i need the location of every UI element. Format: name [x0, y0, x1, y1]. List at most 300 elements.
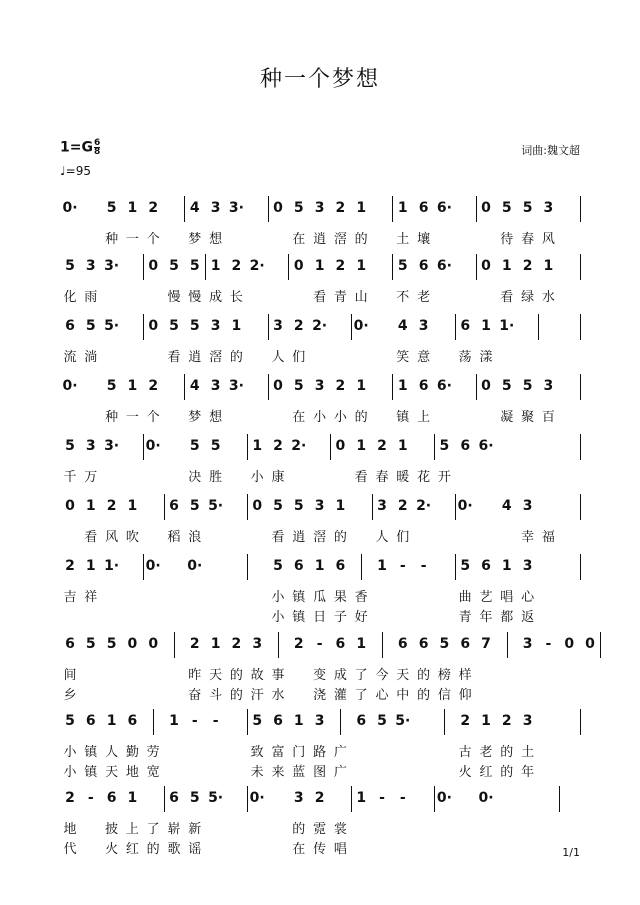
- bar-line: [434, 786, 435, 812]
- lyric-syllable: 富: [271, 745, 285, 760]
- note: -: [191, 713, 198, 729]
- bar-line: [580, 434, 581, 460]
- lyric-syllable: 今: [375, 668, 389, 683]
- lyric-syllable: 土: [521, 745, 535, 760]
- lyric-syllable: 好: [354, 610, 368, 625]
- note: 5·: [208, 790, 224, 806]
- bar-line: [247, 786, 248, 812]
- bar-line: [330, 434, 331, 460]
- note: 1: [85, 498, 96, 514]
- note: 1: [356, 636, 367, 652]
- lyric-syllable: 曲: [458, 590, 472, 605]
- lyric-syllable: 风: [541, 232, 555, 247]
- page-number: 1/1: [562, 846, 580, 859]
- lyric-syllable: 吹: [125, 530, 139, 545]
- note: -: [87, 790, 94, 806]
- lyric-syllable: 一: [125, 232, 139, 247]
- lyric-syllable: 了: [354, 688, 368, 703]
- lyric-syllable: 谣: [188, 842, 202, 857]
- note: 3: [85, 438, 96, 454]
- note: 6: [65, 636, 75, 652]
- bar-line: [153, 709, 154, 735]
- note: 1: [85, 558, 96, 574]
- lyric-syllable: 们: [396, 530, 410, 545]
- note: 1·: [499, 318, 515, 334]
- bar-line: [392, 254, 393, 280]
- lyric-syllable: 的: [292, 822, 306, 837]
- lyric-syllable: 在: [292, 410, 306, 425]
- lyric-syllable: 歌: [167, 842, 181, 857]
- lyric-syllable: 汗: [250, 688, 264, 703]
- note: 0: [564, 636, 575, 652]
- note: 3: [314, 378, 325, 394]
- lyric-syllable: 了: [354, 668, 368, 683]
- note: 1: [252, 438, 263, 454]
- note: -: [399, 558, 406, 574]
- lyric-syllable: 中: [396, 688, 410, 703]
- lyric-syllable: 滘: [209, 350, 223, 365]
- composer-credit: 词曲:魏文超: [521, 144, 580, 157]
- note: 5: [522, 378, 533, 394]
- note: 1: [335, 498, 346, 514]
- note: 1: [501, 258, 512, 274]
- lyric-syllable: 上: [417, 410, 431, 425]
- note: 6: [335, 636, 346, 652]
- bar-line: [268, 374, 269, 400]
- bar-line: [247, 709, 248, 735]
- lyric-syllable: 老: [479, 745, 493, 760]
- lyric-syllable: 决: [188, 470, 202, 485]
- lyric-syllable: 子: [333, 610, 347, 625]
- lyric-syllable: 风: [105, 530, 119, 545]
- note: 1: [543, 258, 554, 274]
- lyric-syllable: 滘: [333, 232, 347, 247]
- lyric-syllable: 了: [146, 822, 160, 837]
- note: 1: [231, 318, 242, 334]
- lyric-syllable: 在: [292, 232, 306, 247]
- lyric-syllable: 广: [333, 765, 347, 780]
- lyric-syllable: 古: [458, 745, 472, 760]
- bar-line: [444, 709, 445, 735]
- note: 5: [439, 636, 450, 652]
- lyric-syllable: 千: [63, 470, 77, 485]
- lyric-syllable: 的: [229, 350, 243, 365]
- note: 2: [65, 558, 75, 574]
- note: 5·: [104, 318, 120, 334]
- note: 3: [522, 713, 533, 729]
- note: 5: [189, 790, 200, 806]
- note: 6: [418, 636, 429, 652]
- bar-line: [288, 254, 289, 280]
- bar-line: [559, 786, 560, 812]
- lyric-syllable: 慢: [167, 290, 181, 305]
- lyric-syllable: 唱: [333, 842, 347, 857]
- note: 1: [169, 713, 179, 729]
- note: 3: [293, 790, 304, 806]
- lyric-syllable: 心: [375, 688, 389, 703]
- lyric-syllable: 稻: [167, 530, 181, 545]
- note: 5: [85, 636, 96, 652]
- note: 0: [293, 258, 304, 274]
- note: 0: [335, 438, 346, 454]
- lyric-syllable: 凝: [500, 410, 514, 425]
- lyric-syllable: 红: [125, 842, 139, 857]
- note: 0·: [62, 200, 78, 216]
- lyric-syllable: 暖: [396, 470, 410, 485]
- note: 6: [85, 713, 96, 729]
- lyric-syllable: 的: [229, 668, 243, 683]
- lyric-syllable: 开: [437, 470, 451, 485]
- lyric-syllable: 看: [354, 470, 368, 485]
- lyric-syllable: 个: [146, 232, 160, 247]
- lyric-syllable: 致: [250, 745, 264, 760]
- note: -: [316, 636, 323, 652]
- note: 5: [85, 318, 96, 334]
- lyric-syllable: 淌: [84, 350, 98, 365]
- staff-system: [60, 790, 580, 880]
- time-bottom: 8: [93, 147, 101, 157]
- note: 6·: [478, 438, 494, 454]
- lyric-syllable: 天: [105, 765, 119, 780]
- note: 4: [189, 200, 200, 216]
- lyric-syllable: 胜: [209, 470, 223, 485]
- lyric-syllable: 门: [292, 745, 306, 760]
- bar-line: [580, 196, 581, 222]
- note: 3: [252, 636, 263, 652]
- lyric-syllable: 壤: [417, 232, 431, 247]
- note: 2·: [249, 258, 265, 274]
- note: 3: [314, 498, 325, 514]
- note: 3·: [104, 438, 120, 454]
- note: 1: [377, 558, 387, 574]
- lyric-syllable: 小: [63, 765, 77, 780]
- lyric-syllable: 青: [333, 290, 347, 305]
- lyric-syllable: 路: [313, 745, 327, 760]
- note: 3: [418, 318, 429, 334]
- note: 2: [293, 318, 304, 334]
- note: 1: [127, 498, 138, 514]
- note: 1: [356, 790, 367, 806]
- bar-line: [143, 314, 144, 340]
- lyric-syllable: 斗: [209, 688, 223, 703]
- note: 2: [335, 258, 346, 274]
- bar-line: [580, 494, 581, 520]
- note: 6: [169, 498, 179, 514]
- lyric-syllable: 的: [500, 765, 514, 780]
- bar-line: [361, 554, 362, 580]
- note: 0·: [436, 790, 452, 806]
- note: 2: [335, 200, 346, 216]
- note: 0·: [478, 790, 494, 806]
- note: 0: [481, 258, 491, 274]
- lyric-syllable: 们: [292, 350, 306, 365]
- note: 3: [377, 498, 387, 514]
- lyric-syllable: 聚: [521, 410, 535, 425]
- note: 5: [460, 558, 471, 574]
- lyric-syllable: 的: [146, 842, 160, 857]
- bar-line: [351, 786, 352, 812]
- note: 5: [189, 438, 200, 454]
- lyric-syllable: 火: [105, 842, 119, 857]
- lyric-syllable: 日: [313, 610, 327, 625]
- lyric-syllable: 春: [521, 232, 535, 247]
- bar-line: [476, 374, 477, 400]
- lyric-syllable: 慢: [188, 290, 202, 305]
- lyric-syllable: 的: [417, 688, 431, 703]
- note: 6: [273, 713, 283, 729]
- key-label: 1=G: [60, 139, 93, 156]
- note: 6: [481, 558, 491, 574]
- note: 6: [418, 378, 429, 394]
- bar-line: [455, 494, 456, 520]
- lyric-syllable: 康: [271, 470, 285, 485]
- note: 3: [522, 636, 533, 652]
- lyric-syllable: 果: [333, 590, 347, 605]
- bar-line: [580, 709, 581, 735]
- bar-line: [382, 632, 383, 658]
- bar-line: [184, 196, 185, 222]
- note: 2: [522, 258, 533, 274]
- note: 5: [189, 498, 200, 514]
- note: 6·: [436, 200, 452, 216]
- lyric-syllable: 种: [105, 410, 119, 425]
- lyric-syllable: 漾: [479, 350, 493, 365]
- lyric-syllable: 万: [84, 470, 98, 485]
- bar-line: [247, 554, 248, 580]
- lyric-syllable: 个: [146, 410, 160, 425]
- note: 0: [252, 498, 263, 514]
- lyric-syllable: 看: [167, 350, 181, 365]
- bar-line: [580, 554, 581, 580]
- lyric-syllable: 镇: [292, 590, 306, 605]
- lyric-syllable: 化: [63, 290, 77, 305]
- note: 7: [481, 636, 491, 652]
- note: 6: [293, 558, 304, 574]
- note: 5: [189, 318, 200, 334]
- note: 6: [397, 636, 408, 652]
- lyric-syllable: 荡: [458, 350, 472, 365]
- lyric-syllable: 勤: [125, 745, 139, 760]
- lyric-syllable: 雨: [84, 290, 98, 305]
- lyric-syllable: 镇: [84, 745, 98, 760]
- lyric-syllable: 一: [125, 410, 139, 425]
- bar-line: [247, 494, 248, 520]
- lyric-syllable: 梦: [188, 410, 202, 425]
- lyric-syllable: 祥: [84, 590, 98, 605]
- lyric-syllable: 流: [63, 350, 77, 365]
- bar-line: [143, 554, 144, 580]
- note: 0·: [62, 378, 78, 394]
- lyric-syllable: 的: [354, 232, 368, 247]
- lyric-syllable: 瓜: [313, 590, 327, 605]
- note: 3·: [104, 258, 120, 274]
- note: 3·: [228, 378, 244, 394]
- note: 0: [148, 636, 159, 652]
- note: 4: [501, 498, 512, 514]
- note: 5·: [208, 498, 224, 514]
- lyric-syllable: 年: [479, 610, 493, 625]
- lyric-syllable: 披: [105, 822, 119, 837]
- note: 2: [460, 713, 471, 729]
- lyric-syllable: 吉: [63, 590, 77, 605]
- note: 5: [106, 636, 117, 652]
- note: 0·: [145, 558, 161, 574]
- note: 5: [293, 200, 304, 216]
- note: 3: [210, 200, 221, 216]
- note: 1: [356, 200, 367, 216]
- note: 1: [127, 378, 138, 394]
- note: 5: [65, 438, 75, 454]
- note: 2: [397, 498, 408, 514]
- bar-line: [372, 494, 373, 520]
- note: 3: [273, 318, 283, 334]
- note: 6: [169, 790, 179, 806]
- lyric-syllable: 霓: [313, 822, 327, 837]
- note: 6: [65, 318, 75, 334]
- note: 5: [169, 258, 179, 274]
- note: 1: [501, 558, 512, 574]
- note: 5: [106, 378, 117, 394]
- bar-line: [455, 314, 456, 340]
- lyric-syllable: 镇: [292, 610, 306, 625]
- note: 4: [189, 378, 200, 394]
- note: 3: [543, 378, 554, 394]
- note: 1: [106, 713, 117, 729]
- lyric-syllable: 笑: [396, 350, 410, 365]
- lyric-syllable: 不: [396, 290, 410, 305]
- note: 5·: [395, 713, 411, 729]
- note: 0: [148, 318, 159, 334]
- note: 1: [314, 258, 325, 274]
- lyric-syllable: 看: [500, 290, 514, 305]
- lyric-syllable: 乡: [63, 688, 77, 703]
- note: 2·: [312, 318, 328, 334]
- note: 0·: [145, 438, 161, 454]
- note: 2: [148, 200, 159, 216]
- bar-line: [174, 632, 175, 658]
- lyric-syllable: 传: [313, 842, 327, 857]
- lyric-syllable: 水: [541, 290, 555, 305]
- lyric-syllable: 青: [458, 610, 472, 625]
- note: 5: [189, 258, 200, 274]
- note: 5: [377, 713, 387, 729]
- bar-line: [600, 632, 601, 658]
- note: 5: [210, 438, 221, 454]
- lyric-syllable: 都: [500, 610, 514, 625]
- note: 1: [314, 558, 325, 574]
- lyric-syllable: 仰: [458, 688, 472, 703]
- lyric-syllable: 浪: [188, 530, 202, 545]
- note: 6: [460, 318, 471, 334]
- lyric-syllable: 的: [500, 745, 514, 760]
- bar-line: [164, 786, 165, 812]
- note: 0: [481, 200, 491, 216]
- lyric-syllable: 火: [458, 765, 472, 780]
- note: 1: [127, 790, 138, 806]
- note: 0: [148, 258, 159, 274]
- note: 5: [439, 438, 450, 454]
- bar-line: [580, 374, 581, 400]
- note: 5: [522, 200, 533, 216]
- lyric-syllable: 事: [271, 668, 285, 683]
- note: 3: [85, 258, 96, 274]
- bar-line: [205, 254, 206, 280]
- lyric-syllable: 成: [209, 290, 223, 305]
- note: 0·: [457, 498, 473, 514]
- note: 2: [377, 438, 387, 454]
- note: -: [379, 790, 385, 806]
- lyric-syllable: 来: [271, 765, 285, 780]
- note: 2·: [291, 438, 307, 454]
- note: 0: [127, 636, 138, 652]
- note: 1: [356, 258, 367, 274]
- note: 2: [314, 790, 325, 806]
- note: 3: [210, 378, 221, 394]
- key-signature: [60, 139, 100, 156]
- note: -: [399, 790, 406, 806]
- bar-line: [164, 494, 165, 520]
- note: 1: [356, 378, 367, 394]
- lyric-syllable: 在: [292, 842, 306, 857]
- lyric-syllable: 小: [333, 410, 347, 425]
- note: 0: [273, 200, 283, 216]
- lyric-syllable: 长: [229, 290, 243, 305]
- lyric-syllable: 间: [63, 668, 77, 683]
- lyric-syllable: 百: [541, 410, 555, 425]
- note: 2: [501, 713, 512, 729]
- note: 6: [356, 713, 367, 729]
- note: 6: [460, 636, 471, 652]
- lyric-syllable: 意: [417, 350, 431, 365]
- note: 0: [65, 498, 75, 514]
- bar-line: [278, 632, 279, 658]
- note: 0: [273, 378, 283, 394]
- bar-line: [580, 254, 581, 280]
- lyric-syllable: 小: [250, 470, 264, 485]
- bar-line: [268, 196, 269, 222]
- bar-line: [392, 374, 393, 400]
- lyric-syllable: 香: [354, 590, 368, 605]
- note: 5: [65, 258, 75, 274]
- lyric-syllable: 唱: [500, 590, 514, 605]
- time-signature: [94, 139, 100, 156]
- bar-line: [247, 434, 248, 460]
- note: 6: [106, 790, 117, 806]
- bar-line: [476, 196, 477, 222]
- note: -: [545, 636, 552, 652]
- song-title: 种一个梦想: [259, 67, 380, 92]
- lyric-syllable: 返: [521, 610, 535, 625]
- lyric-syllable: 昨: [188, 668, 202, 683]
- lyric-syllable: 艺: [479, 590, 493, 605]
- tempo-marking: ♩=95: [60, 164, 91, 178]
- note: 3·: [228, 200, 244, 216]
- lyric-syllable: 幸: [521, 530, 535, 545]
- note: 5: [293, 498, 304, 514]
- note: 6·: [436, 258, 452, 274]
- note: 2: [293, 636, 304, 652]
- lyric-syllable: 的: [354, 410, 368, 425]
- lyric-syllable: 崭: [167, 822, 181, 837]
- note: 1: [356, 438, 367, 454]
- lyric-syllable: 新: [188, 822, 202, 837]
- bar-line: [434, 434, 435, 460]
- note: 5: [169, 318, 179, 334]
- lyric-syllable: 劳: [146, 745, 160, 760]
- lyric-syllable: 梦: [188, 232, 202, 247]
- note: 6: [127, 713, 138, 729]
- lyric-syllable: 小: [271, 610, 285, 625]
